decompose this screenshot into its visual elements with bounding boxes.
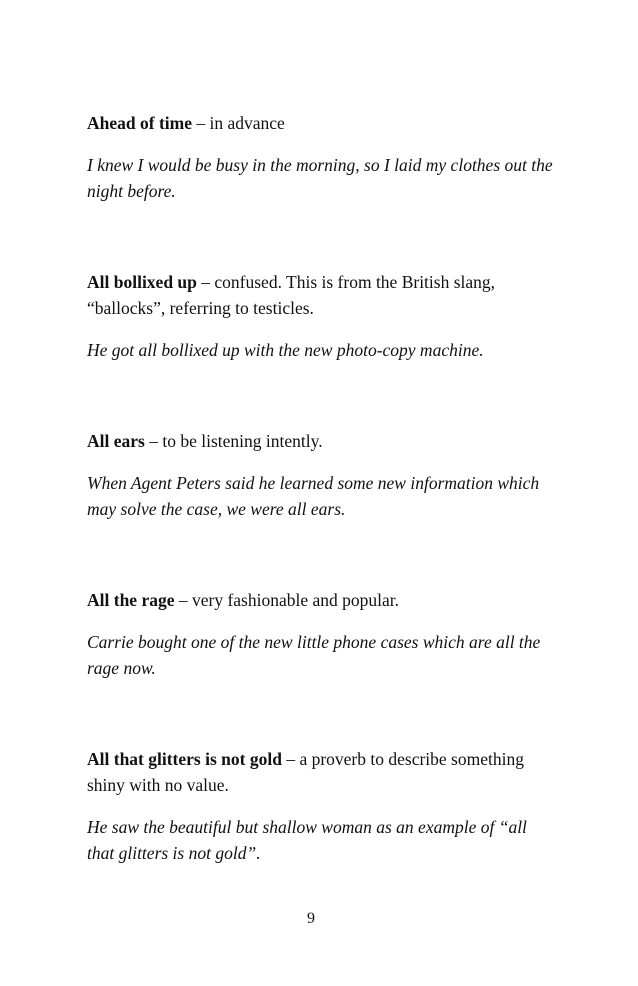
idiom-entry-all-bollixed-up — [87, 269, 557, 363]
idiom-term: All the rage — [87, 590, 175, 610]
idiom-definition: – in advance — [191, 113, 285, 133]
idiom-definition-line — [87, 428, 557, 454]
idiom-entry-all-ears — [87, 428, 557, 522]
idiom-term: Ahead of time — [87, 113, 192, 133]
idiom-entry-all-the-rage — [87, 587, 557, 681]
idiom-example: Carrie bought one of the new little phone cases which are all the rage now. — [87, 632, 541, 678]
idiom-definition: – confused. This is from the British slang, “ballocks”, referring to testicles. — [87, 272, 496, 318]
idiom-definition: – a proverb to describe something shiny with no value. — [87, 749, 524, 795]
idiom-definition-line — [87, 587, 557, 613]
idiom-term: All bollixed up — [87, 272, 197, 292]
idiom-example: He saw the beautiful but shallow woman as an example of “all that glitters is not gold”. — [87, 817, 527, 863]
page-number: 9 — [307, 910, 315, 927]
idiom-definition-line — [87, 746, 557, 798]
idiom-term: All ears — [87, 431, 145, 451]
idiom-definition-line — [87, 110, 557, 136]
idiom-example: I knew I would be busy in the morning, so I laid my clothes out the night before. — [87, 155, 553, 201]
idiom-definition: – to be listening intently. — [144, 431, 323, 451]
idiom-example: When Agent Peters said he learned some new information which may solve the case, we were all ears. — [87, 473, 540, 519]
idiom-entry-ahead-of-time — [87, 110, 557, 204]
idiom-definition-line — [87, 269, 557, 321]
idiom-entry-all-that-glitters — [87, 746, 557, 866]
idiom-example: He got all bollixed up with the new photo-copy machine. — [87, 340, 484, 360]
idiom-definition: – very fashionable and popular. — [174, 590, 400, 610]
idiom-term: All that glitters is not gold — [87, 749, 282, 769]
